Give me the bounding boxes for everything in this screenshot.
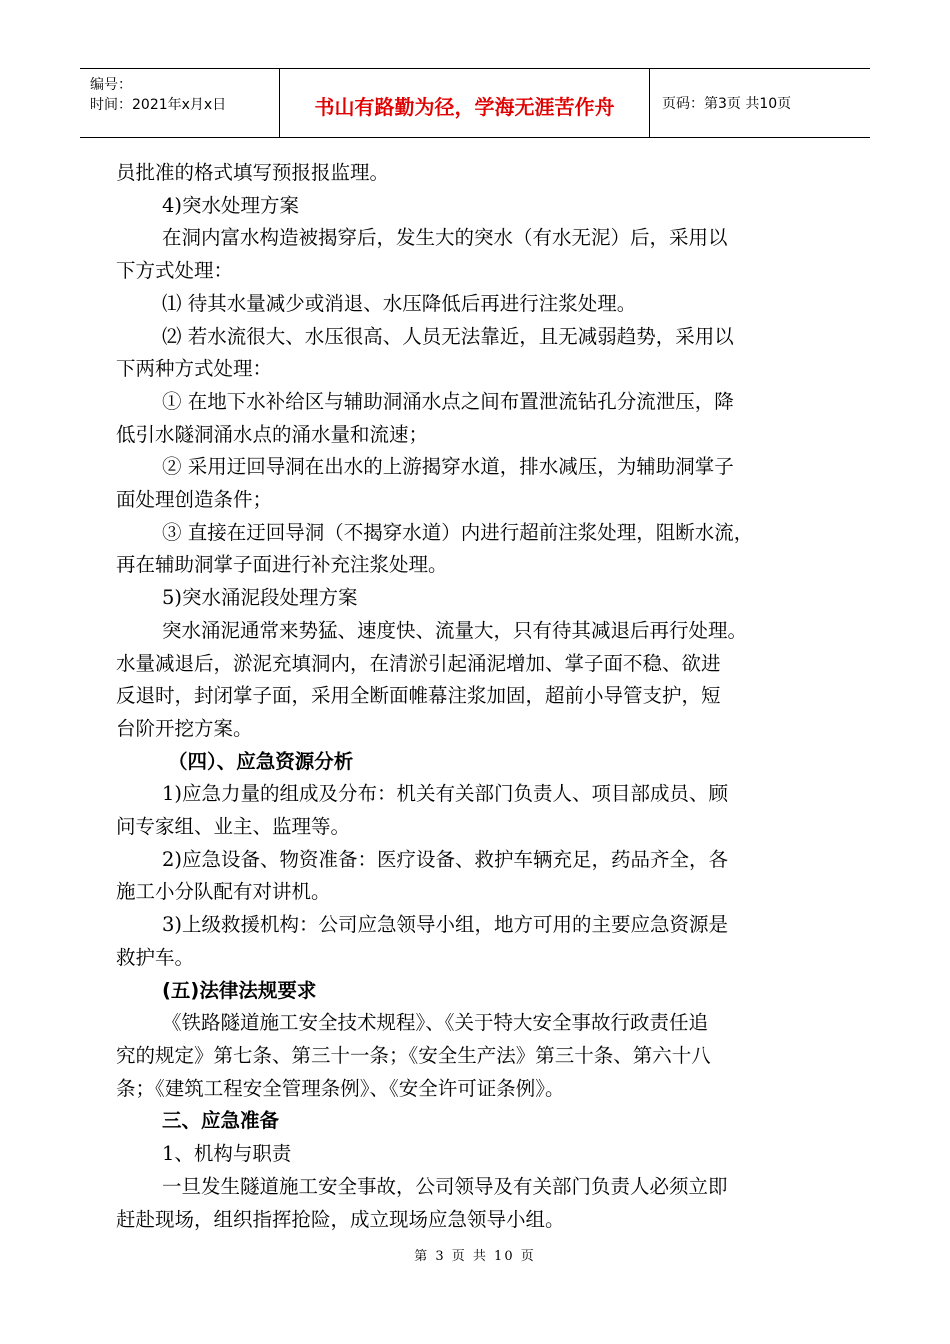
text-line: 救护车。 bbox=[116, 945, 195, 969]
document-body bbox=[116, 157, 834, 1236]
text-line: 一旦发生隧道施工安全事故，公司领导及有关部门负责人必须立即 bbox=[162, 1174, 728, 1198]
page-footer: 第 3 页 共 10 页 bbox=[414, 1249, 536, 1264]
text-line: 突水涌泥通常来势猛、速度快、流量大，只有待其减退后再行处理。 bbox=[162, 618, 748, 642]
section-heading: （四）、应急资源分析 bbox=[168, 749, 354, 773]
text-line: 反退时，封闭掌子面，采用全断面帷幕注浆加固，超前小导管支护，短 bbox=[116, 684, 721, 708]
text-line: 究的规定》第七条、第三十一条；《安全生产法》第三十条、第六十八 bbox=[116, 1043, 711, 1067]
section-heading: (五)法律法规要求 bbox=[162, 978, 317, 1002]
page-header bbox=[80, 68, 870, 138]
text-line: 2)应急设备、物资准备：医疗设备、救护车辆充足，药品齐全，各 bbox=[162, 847, 729, 871]
text-line: 再在辅助洞掌子面进行补充注浆处理。 bbox=[116, 553, 448, 577]
text-line: ① 在地下水补给区与辅助洞涌水点之间布置泄流钻孔分流泄压，降 bbox=[162, 389, 734, 413]
text-line: 条；《建筑工程安全管理条例》、《安全许可证条例》。 bbox=[116, 1076, 565, 1100]
header-motto: 书山有路勤为径，学海无涯苦作舟 bbox=[280, 69, 650, 137]
text-line: 下两种方式处理： bbox=[116, 357, 273, 381]
section-heading: 5)突水涌泥段处理方案 bbox=[162, 586, 358, 610]
section-heading: 1、机构与职责 bbox=[162, 1142, 292, 1166]
text-line: 3)上级救援机构：公司应急领导小组，地方可用的主要应急资源是 bbox=[162, 913, 729, 937]
header-page-info: 页码：第3页 共10页 bbox=[662, 96, 792, 112]
text-line: ⑴ 待其水量减少或消退、水压降低后再进行注浆处理。 bbox=[162, 291, 637, 315]
text-line: ② 采用迂回导洞在出水的上游揭穿水道，排水减压，为辅助洞掌子 bbox=[162, 455, 734, 479]
number-label: 编号： bbox=[90, 77, 132, 93]
time-label: 时间：2021年x月x日 bbox=[90, 97, 227, 113]
text-line: ③ 直接在迂回导洞（不揭穿水道）内进行超前注浆处理，阻断水流， bbox=[162, 520, 754, 544]
text-line: 面处理创造条件； bbox=[116, 488, 273, 512]
section-heading: 4)突水处理方案 bbox=[162, 193, 300, 217]
text-line: 施工小分队配有对讲机。 bbox=[116, 880, 331, 904]
text-line: 赶赴现场，组织指挥抢险，成立现场应急领导小组。 bbox=[116, 1207, 565, 1231]
text-line: 下方式处理： bbox=[116, 259, 234, 283]
text-line: 低引水隧洞涌水点的涌水量和流速； bbox=[116, 422, 429, 446]
text-line: 台阶开挖方案。 bbox=[116, 716, 253, 740]
text-line: 1)应急力量的组成及分布：机关有关部门负责人、项目部成员、顾 bbox=[162, 782, 729, 806]
text-line: ⑵ 若水流很大、水压很高、人员无法靠近，且无减弱趋势，采用以 bbox=[162, 324, 734, 348]
section-heading: 三、应急准备 bbox=[162, 1109, 280, 1133]
text-line: 水量减退后，淤泥充填洞内，在清淤引起涌泥增加、掌子面不稳、欲进 bbox=[116, 651, 721, 675]
header-meta bbox=[80, 69, 280, 137]
text-line: 员批准的格式填写预报报监理。 bbox=[116, 161, 390, 184]
text-line: 问专家组、业主、监理等。 bbox=[116, 815, 351, 839]
text-line: 在洞内富水构造被揭穿后，发生大的突水（有水无泥）后，采用以 bbox=[162, 226, 728, 250]
text-line: 《铁路隧道施工安全技术规程》、《关于特大安全事故行政责任追 bbox=[162, 1011, 709, 1035]
